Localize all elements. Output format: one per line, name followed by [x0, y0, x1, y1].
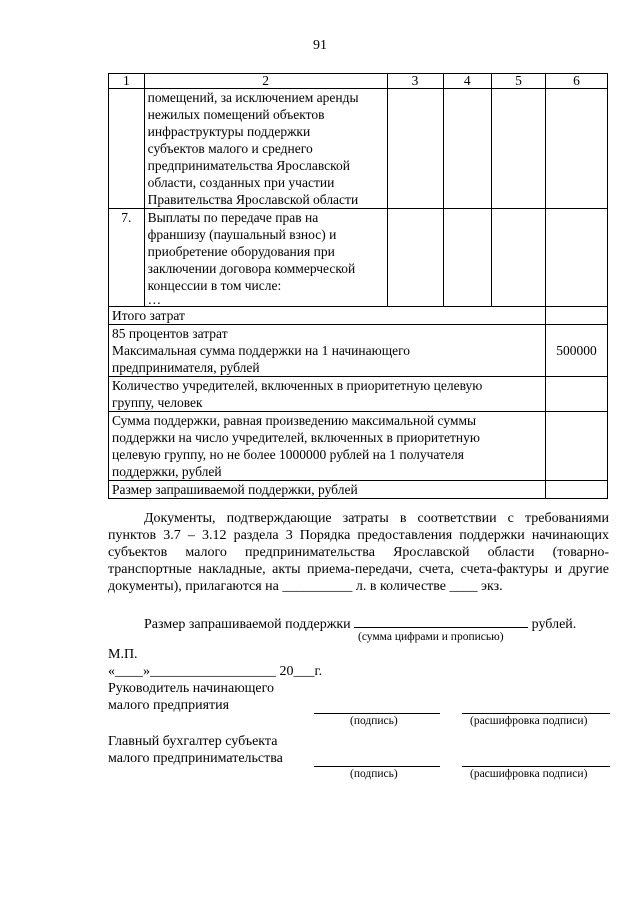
- head-decode-hint: (расшифровка подписи): [470, 715, 588, 727]
- support-sum-label-cell: [109, 412, 546, 481]
- support-sum-line: Сумма поддержки, равная произведению максимальной суммы: [112, 413, 477, 428]
- documents-paragraph: Документы, подтверждающие затраты в соответствии с требованиями пунктов 3.7 – 3.12 раздела 3 Порядка предоставления поддержки начинающих субъектов малого предпринимательства Ярославской области (товарно-транспортные накладные, акты приема-передачи, счета, счета-фактуры и другие документы), прилагаются на __________ л. в количестве ____ экз.: [108, 511, 609, 594]
- support-sum-line: поддержки на число учредителей, включенных в приоритетную: [112, 430, 480, 445]
- description-line: франшизу (паушальный взнос) и: [147, 227, 337, 242]
- header-cell-4: 4: [443, 74, 491, 89]
- description-line: концессии в том числе:: [147, 278, 282, 293]
- max-sum-line: предпринимателя, рублей: [112, 360, 260, 375]
- description-line: приобретение оборудования при: [147, 244, 335, 259]
- table-row-requested: [109, 481, 608, 499]
- support-sum-line: целевую группу, но не более 1000000 рублей на 1 получателя: [112, 447, 464, 462]
- head-signature-line[interactable]: [314, 713, 440, 714]
- table-row-premises: [109, 89, 608, 209]
- description-line: Выплаты по передаче прав на: [147, 210, 319, 225]
- header-cell-6: 6: [546, 74, 608, 89]
- empty-cell: [387, 209, 443, 307]
- row-description-cell: [144, 209, 387, 307]
- description-line: Правительства Ярославской области: [147, 192, 359, 207]
- requested-label-cell: Размер запрашиваемой поддержки, рублей: [109, 481, 546, 499]
- table-row-founders: [109, 377, 608, 412]
- description-line: заключении договора коммерческой: [147, 261, 356, 276]
- accountant-decode-line[interactable]: [462, 766, 610, 767]
- founders-line: Количество учредителей, включенных в приоритетную целевую: [112, 378, 483, 393]
- max-sum-line: Максимальная сумма поддержки на 1 начинающего: [112, 343, 411, 358]
- head-signature-hint: (подпись): [350, 715, 398, 727]
- requested-value-cell: [546, 481, 608, 499]
- table-row-total: [109, 307, 608, 325]
- accountant-signature-hint: (подпись): [350, 768, 398, 780]
- accountant-signature-line[interactable]: [314, 766, 440, 767]
- empty-cell: [546, 209, 608, 307]
- founders-value-cell: [546, 377, 608, 412]
- founders-label-cell: [109, 377, 546, 412]
- head-decode-line[interactable]: [462, 713, 610, 714]
- support-sum-line: поддержки, рублей: [112, 464, 222, 479]
- table-header-row: [109, 74, 608, 89]
- empty-cell: [443, 209, 491, 307]
- date-line: «____»__________________ 20___г.: [108, 664, 323, 679]
- accountant-title-line: малого предпринимательства: [108, 751, 283, 766]
- support-sum-value-cell: [546, 412, 608, 481]
- requested-support-suffix: рублей.: [531, 617, 577, 632]
- empty-cell: [491, 89, 545, 209]
- max-sum-label-cell: [109, 325, 546, 377]
- empty-cell: [443, 89, 491, 209]
- row-number-cell: [109, 89, 145, 209]
- empty-cell: [546, 89, 608, 209]
- row-number-cell: 7.: [109, 209, 145, 307]
- max-sum-value-cell: [546, 325, 608, 377]
- table-row-7: [109, 209, 608, 307]
- total-value-cell: [546, 307, 608, 325]
- table-row-max-sum: [109, 325, 608, 377]
- header-cell-2: 2: [144, 74, 387, 89]
- description-line: предпринимательства Ярославской: [147, 158, 350, 173]
- percent-label: 85 процентов затрат: [112, 326, 228, 341]
- description-line: помещений, за исключением аренды: [147, 90, 359, 105]
- accountant-decode-hint: (расшифровка подписи): [470, 768, 588, 780]
- header-cell-1: 1: [109, 74, 145, 89]
- requested-support-prefix: Размер запрашиваемой поддержки: [144, 617, 351, 632]
- empty-cell: [491, 209, 545, 307]
- description-line: инфраструктуры поддержки: [147, 124, 311, 139]
- header-cell-5: 5: [491, 74, 545, 89]
- header-cell-3: 3: [387, 74, 443, 89]
- max-sum-value: 500000: [556, 343, 597, 358]
- empty-cell: [387, 89, 443, 209]
- row-description-cell: [144, 89, 387, 209]
- accountant-title-line: Главный бухгалтер субъекта: [108, 734, 278, 749]
- head-title-line: Руководитель начинающего: [108, 681, 275, 696]
- description-line: нежилых помещений объектов: [147, 107, 325, 122]
- founders-line: группу, человек: [112, 395, 203, 410]
- total-label-cell: Итого затрат: [109, 307, 546, 325]
- requested-sum-hint: (сумма цифрами и прописью): [358, 631, 504, 643]
- page-number: 91: [313, 38, 327, 53]
- requested-sum-field[interactable]: [354, 614, 528, 628]
- table-row-support-sum: [109, 412, 608, 481]
- description-line: …: [147, 292, 162, 307]
- expenses-table: [108, 73, 608, 499]
- description-line: области, созданных при участии: [147, 175, 335, 190]
- description-line: субъектов малого и среднего: [147, 141, 313, 156]
- stamp-label: М.П.: [108, 647, 138, 662]
- head-title-line: малого предприятия: [108, 698, 230, 713]
